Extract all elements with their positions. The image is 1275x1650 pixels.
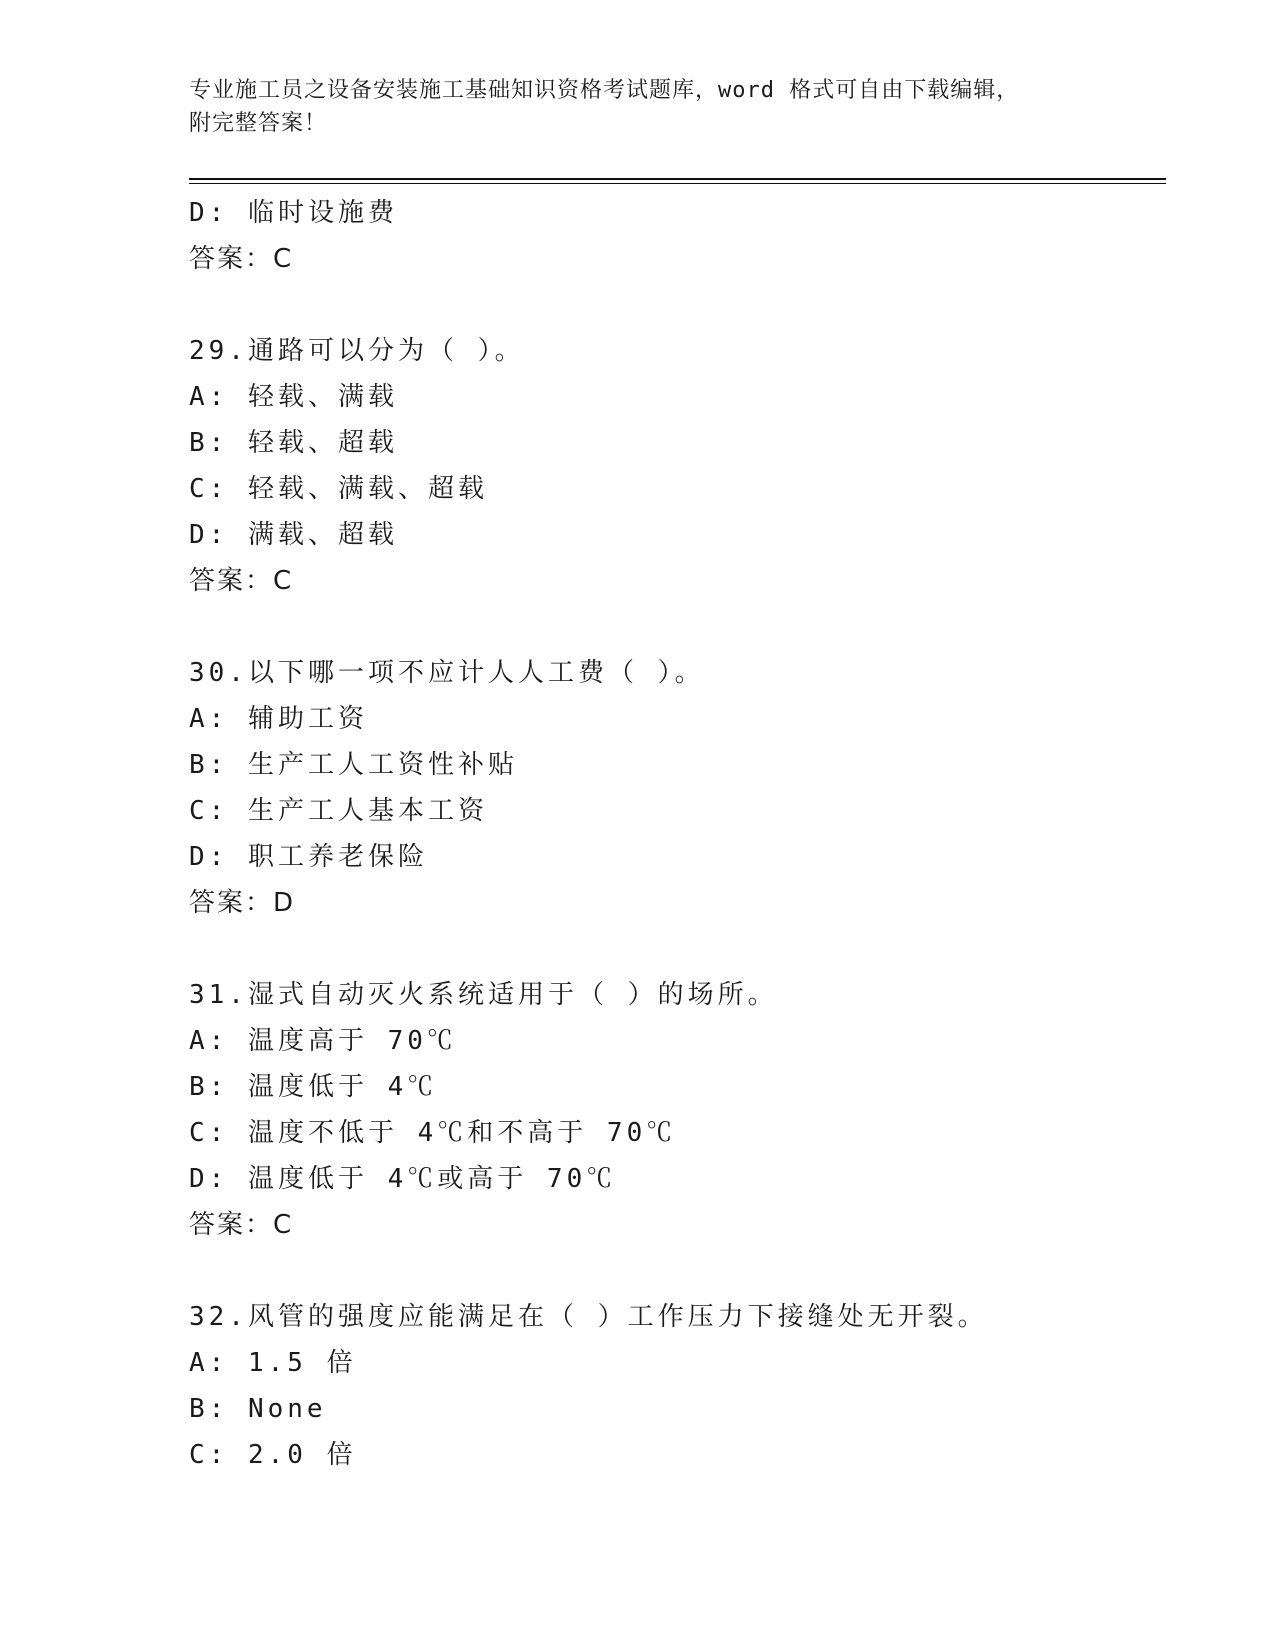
option-d: D: 满载、超载: [189, 520, 398, 550]
spacer: [189, 926, 1169, 972]
answer-line: 答案：C: [189, 244, 294, 274]
answer-line: 答案：D: [189, 888, 296, 918]
option-d: D: 温度低于 4℃或高于 70℃: [189, 1164, 617, 1194]
option-c: C: 轻载、满载、超载: [189, 474, 488, 504]
option-c: C: 2.0 倍: [189, 1440, 357, 1470]
option-c: C: 生产工人基本工资: [189, 796, 488, 826]
option-a: A: 辅助工资: [189, 704, 368, 734]
question-32-stem: 32.风管的强度应能满足在（ ）工作压力下接缝处无开裂。: [189, 1302, 988, 1332]
document-header: [189, 74, 1089, 140]
header-rule-thick: [189, 178, 1166, 180]
option-a: A: 轻载、满载: [189, 382, 398, 412]
option-c: C: 温度不低于 4℃和不高于 70℃: [189, 1118, 677, 1148]
option-d: D: 临时设施费: [189, 198, 398, 228]
spacer: [189, 1248, 1169, 1294]
option-b: B: 轻载、超载: [189, 428, 398, 458]
option-b: B: 生产工人工资性补贴: [189, 750, 518, 780]
question-31-stem: 31.湿式自动灭火系统适用于（ ）的场所。: [189, 980, 778, 1010]
option-d: D: 职工养老保险: [189, 842, 428, 872]
answer-line: 答案：C: [189, 1210, 294, 1240]
option-a: A: 1.5 倍: [189, 1348, 357, 1378]
spacer: [189, 604, 1169, 650]
header-line-1: 专业施工员之设备安装施工基础知识资格考试题库，word 格式可自由下载编辑，: [189, 78, 1020, 103]
question-list: [189, 190, 1169, 1478]
option-b: B: None: [189, 1394, 327, 1424]
header-rule-thin: [189, 183, 1166, 184]
option-b: B: 温度低于 4℃: [189, 1072, 438, 1102]
question-30-stem: 30.以下哪一项不应计人人工费（ ）。: [189, 658, 705, 688]
question-29-stem: 29.通路可以分为（ ）。: [189, 336, 525, 366]
answer-line: 答案：C: [189, 566, 294, 596]
spacer: [189, 282, 1169, 328]
option-a: A: 温度高于 70℃: [189, 1026, 457, 1056]
header-line-2: 附完整答案！: [189, 111, 328, 136]
